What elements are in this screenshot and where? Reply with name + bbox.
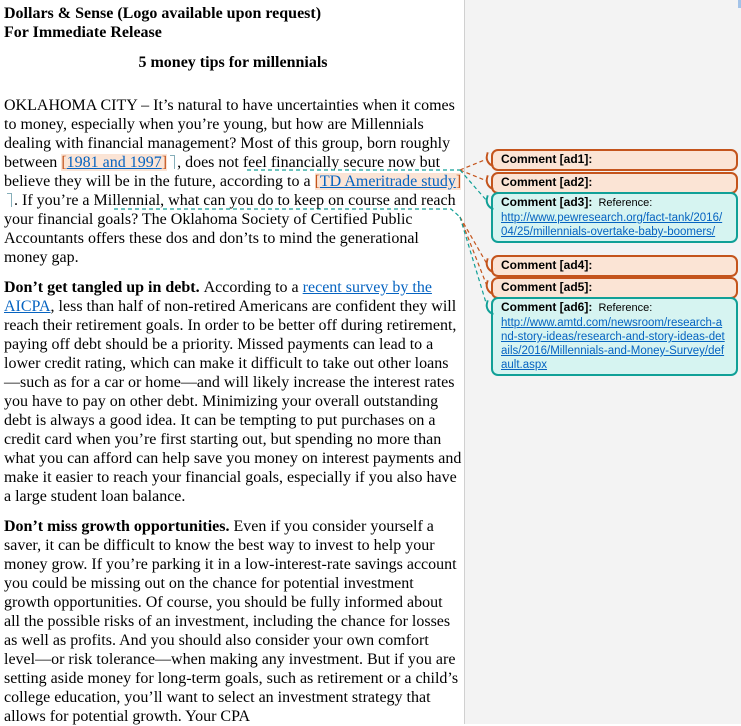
paragraph-1 [4,96,462,267]
doc-body [4,96,462,726]
hyperlink[interactable]: recent survey by the AICPA [4,279,432,315]
comment-anchor-mark [170,155,175,169]
comment-label: Comment [ad2]: [501,175,593,189]
paragraph-text: . If you’re a Millennial, what can you do to keep on course and reach your financial goals? The Oklahoma Society of Certified Public Accountants offers these dos and don’ts to mind the generational money gap. [4,192,456,266]
comment-reference-label: Reference: [592,197,653,209]
comment-bracket: [ [61,154,67,171]
comment-label: Comment [ad6]: [501,300,593,314]
comment-anchor-mark [7,193,12,207]
comment-card-ad6[interactable] [491,297,738,376]
comment-reference-label: Reference: [592,302,653,314]
comment-reference-link[interactable]: http://www.amtd.com/newsroom/research-and-story-ideas/research-and-story-ideas-details/2016/Millennials-and-Money-Survey/default.aspx [501,317,725,371]
comment-label: Comment [ad5]: [501,280,593,294]
comment-card-ad1[interactable] [491,149,738,171]
doc-header [4,4,462,42]
comment-card-ad2[interactable] [491,172,738,194]
paragraph-2 [4,278,462,506]
paragraph-text: OKLAHOMA CITY – It’s natural to have uncertainties when it comes to money, especially when you’re young, but how are Millennials dealing with financial management? Most of this group, born roughly between [4,97,455,171]
doc-header-line-2: For Immediate Release [4,24,162,41]
comment-bracket: ] [161,154,168,171]
comment-bracket: ] [455,173,462,190]
paragraph-text: , does not feel financially secure now but believe they will be in the future, according to a [4,154,441,190]
paragraph-lead-bold: Don’t get tangled up in debt. [4,279,204,296]
paragraph-text: Even if you consider yourself a saver, it can be difficult to know the best way to invest to help your money grow. If you’re parking it in a low-interest-rate savings account you could be missing out on the chance for potential investment growth opportunities. Of course, you should be fully informed about all the possible risks of an investment, including the chance for losses as well as profits. And you should also consider your own comfort level—or risk tolerance—when making any investment. But if you are setting aside money for long-term goals, such as retirement or a child’s college education, you’ll want to select an investment strategy that allows for potential growth. Your CPA [4,518,459,725]
commented-hyperlink[interactable]: 1981 and 1997 [66,154,162,171]
doc-header-line-1: Dollars & Sense (Logo available upon request) [4,5,322,22]
commented-hyperlink[interactable]: TD Ameritrade study [319,173,456,190]
paragraph-lead-bold: Don’t miss growth opportunities. [4,518,234,535]
doc-title: 5 money tips for millennials [138,54,328,71]
paragraph-text: , less than half of non-retired Americans are confident they will reach their retirement goals. In order to be better off during retirement, paying off debt should be a priority. Missed payments can lead to a lower credit rating, which can make it difficult to take out other loans—such as for a car or home—and will likely increase the interest rates you have to pay on other debt. Minimizing your overall outstanding debt is always a good idea. It can be tempting to put purchases on a credit card when you’re first starting out, but spending no more than what you can afford can help save you money on interest payments and make it easier to reach your financial goals, especially if you also have a large student loan balance. [4,298,462,505]
margin-divider [464,0,465,724]
comment-reference-link[interactable]: http://www.pewresearch.org/fact-tank/2016/04/25/millennials-overtake-baby-boomers/ [501,212,723,238]
comment-label: Comment [ad4]: [501,258,593,272]
comment-card-ad4[interactable] [491,255,738,277]
comment-card-ad3[interactable] [491,192,738,243]
paragraph-text: According to a [203,279,303,296]
comment-label: Comment [ad1]: [501,152,593,166]
comment-bracket: [ [314,173,320,190]
paragraph-3 [4,517,462,726]
comment-label: Comment [ad3]: [501,195,593,209]
comment-card-ad5[interactable] [491,277,738,299]
